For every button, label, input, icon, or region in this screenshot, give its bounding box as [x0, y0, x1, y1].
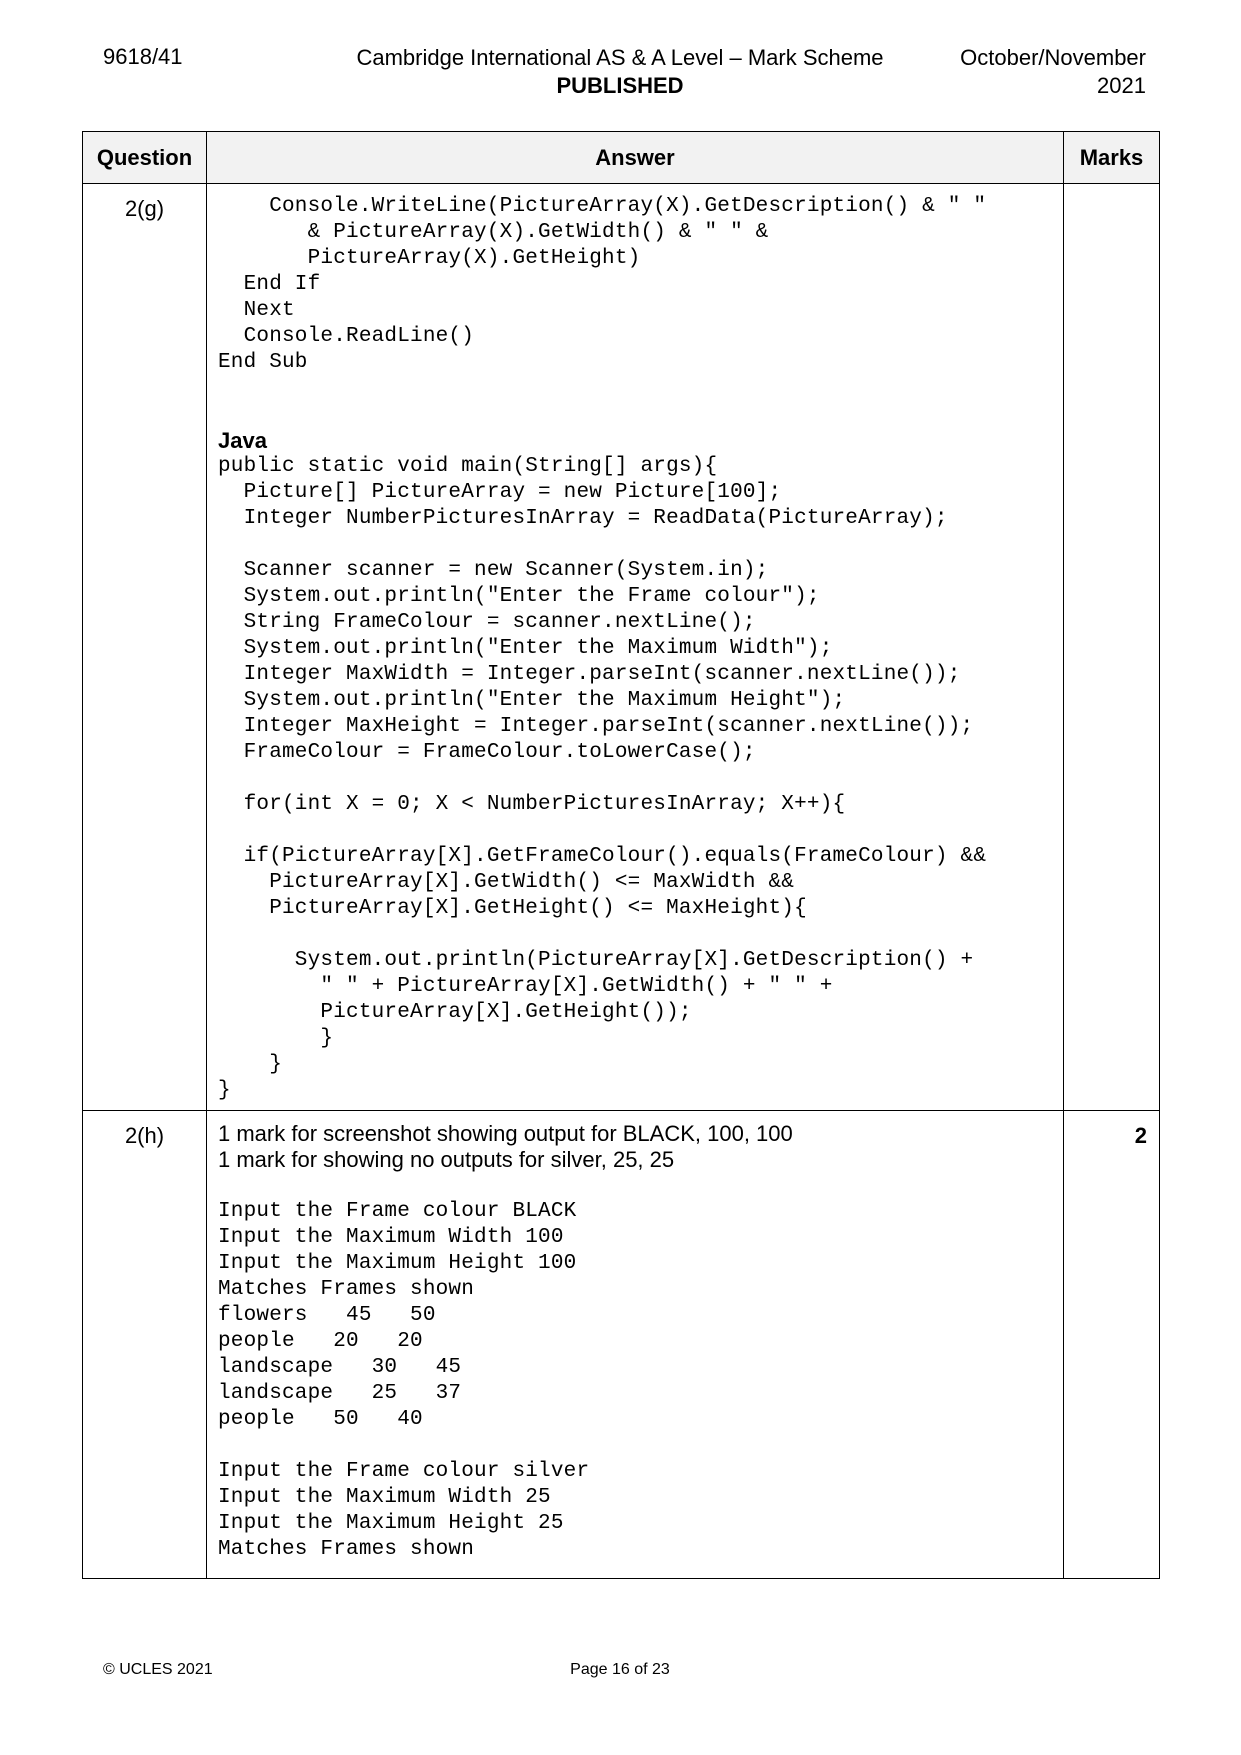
table-header-row — [83, 132, 1160, 184]
question-number: 2(g) — [83, 184, 207, 1111]
table-row — [83, 184, 1160, 1111]
copyright-notice: © UCLES 2021 — [103, 1661, 213, 1678]
question-number: 2(h) — [83, 1111, 207, 1579]
java-code-block: Scanner scanner = new Scanner(System.in); System.out.println("Enter the Frame colour"); String FrameColour = scanner.nextLine(); System.out.println("Enter the Maximum Width"); Integer MaxWidth = Integer.parseInt(scanner.nextLine()); System.out.println("Enter the Maximum Height"); Integer MaxHeight = Integer.parseInt(scanner.nextLine()); FrameColour = FrameColour.toLowerCase(); — [243, 559, 974, 764]
published-label: PUBLISHED — [556, 73, 684, 98]
vb-code-block: Console.WriteLine(PictureArray(X).GetDescription() & " " & PictureArray(X).GetWidth() & " " & PictureArray(X).GetHeight) End If Next Console.ReadLine() End Sub — [218, 195, 987, 374]
java-code-block: if(PictureArray[X].GetFrameColour().equals(FrameColour) && PictureArray[X].GetWidth() <= MaxWidth && PictureArray[X].GetHeight() <= MaxHeight){ — [243, 845, 987, 920]
java-code-block: System.out.println(PictureArray[X].GetDescription() + " " + PictureArray[X].GetWidth() + " " + PictureArray[X].GetHeight()); } } } — [218, 949, 974, 1102]
java-code-block: public static void main(String[] args){ Picture[] PictureArray = new Picture[100]; Integer NumberPicturesInArray = ReadData(PictureArray); — [218, 455, 948, 530]
sample-output-block: Input the Frame colour silver Input the Maximum Width 25 Input the Maximum Height 25 Matches Frames shown — [218, 1460, 590, 1561]
session-months: October/November — [960, 45, 1146, 70]
column-header-question: Question — [83, 132, 207, 184]
marks-cell — [1064, 184, 1160, 1111]
document-title-block — [320, 44, 920, 100]
answer-cell — [207, 1111, 1064, 1579]
document-title: Cambridge International AS & A Level – Mark Scheme — [356, 45, 884, 70]
paper-code: 9618/41 — [103, 44, 183, 69]
java-code-block: for(int X = 0; X < NumberPicturesInArray; X++){ — [218, 793, 846, 816]
marks-cell: 2 — [1064, 1111, 1160, 1579]
session-year: 2021 — [1097, 73, 1146, 98]
mark-criterion: 1 mark for screenshot showing output for BLACK, 100, 100 — [218, 1121, 793, 1146]
column-header-marks: Marks — [1064, 132, 1160, 184]
exam-session — [960, 44, 1146, 100]
java-heading: Java — [218, 428, 267, 453]
mark-criterion: 1 mark for showing no outputs for silver, 25, 25 — [218, 1147, 675, 1172]
column-header-answer: Answer — [207, 132, 1064, 184]
page-number: Page 16 of 23 — [570, 1661, 670, 1678]
mark-scheme-table — [82, 131, 1160, 1579]
sample-output-block: Input the Frame colour BLACK Input the Maximum Width 100 Input the Maximum Height 100 Matches Frames shown flowers 45 50 people 20 20 landscape 30 45 landscape 25 37 people 50 40 — [218, 1200, 577, 1431]
answer-cell — [207, 184, 1064, 1111]
table-row — [83, 1111, 1160, 1579]
